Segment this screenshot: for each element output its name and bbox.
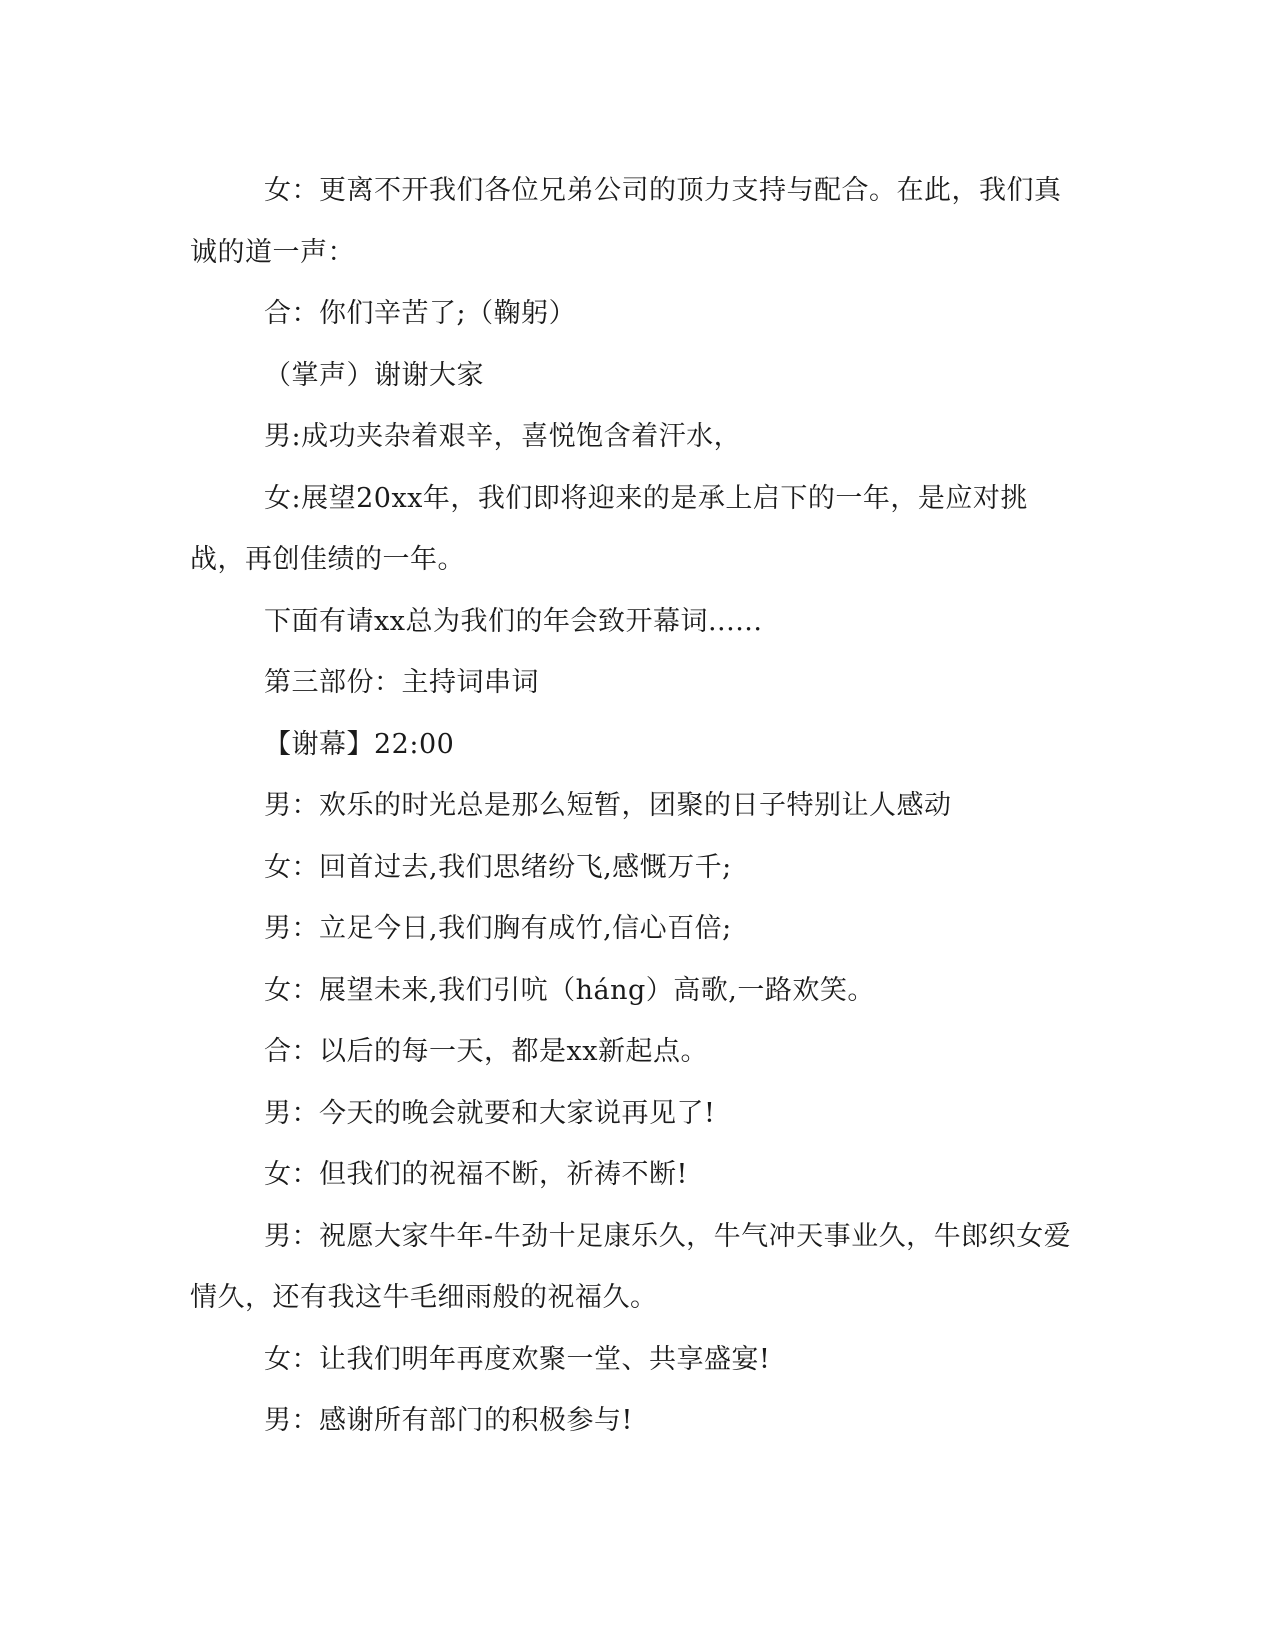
paragraph: 男：感谢所有部门的积极参与! (264, 1405, 633, 1436)
paragraph: 女：展望未来,我们引吭（háng）高歌,一路欢笑。 (264, 974, 875, 1006)
paragraph: 女：让我们明年再度欢聚一堂、共享盛宴! (264, 1343, 771, 1375)
paragraph: 男:成功夹杂着艰辛，喜悦饱含着汗水， (264, 421, 742, 452)
paragraph: 女：回首过去,我们思绪纷飞,感慨万千; (264, 851, 732, 883)
paragraph: 【谢幕】22:00 (264, 728, 455, 760)
paragraph: 女：更离不开我们各位兄弟公司的顶力支持与配合。在此，我们真诚的道一声： (190, 175, 1062, 268)
paragraph: 下面有请xx总为我们的年会致开幕词...... (264, 605, 763, 637)
paragraph: 男：今天的晚会就要和大家说再见了! (264, 1097, 716, 1129)
paragraph: 女：但我们的祝福不断，祈祷不断! (264, 1159, 688, 1190)
paragraph: 男：祝愿大家牛年-牛劲十足康乐久，牛气冲天事业久，牛郎织女爱情久，还有我这牛毛细雨般的祝福久。 (190, 1220, 1072, 1313)
paragraph: 合：你们辛苦了;（鞠躬） (264, 298, 577, 329)
paragraph: 合：以后的每一天，都是xx新起点。 (264, 1036, 708, 1067)
paragraph: （掌声）谢谢大家 (264, 359, 484, 391)
paragraph: 男：欢乐的时光总是那么短暂，团聚的日子特别让人感动 (264, 790, 952, 821)
document-body (190, 160, 1080, 1452)
section-heading: 第三部份：主持词串词 (264, 667, 539, 698)
paragraph: 男：立足今日,我们胸有成竹,信心百倍; (264, 913, 732, 944)
paragraph: 女:展望20xx年，我们即将迎来的是承上启下的一年，是应对挑战，再创佳绩的一年。 (190, 482, 1028, 575)
